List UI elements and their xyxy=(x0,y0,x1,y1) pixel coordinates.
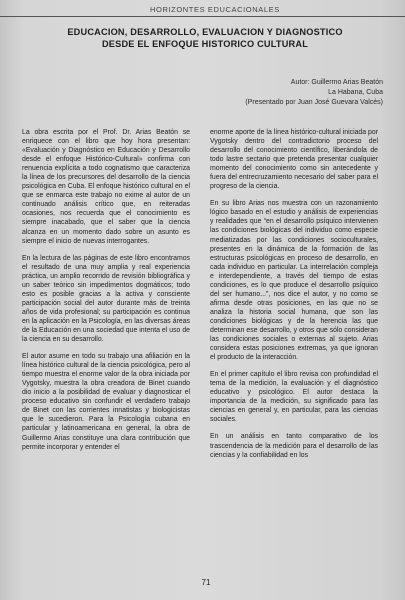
running-head: HORIZONTES EDUCACIONALES xyxy=(150,5,280,14)
author-name: Autor: Guillermo Arias Beatón xyxy=(290,79,383,86)
right-paragraph-2: En su libro Arias nos muestra con un razonamiento lógico basado en el estudio y análisis de experiencias y realidades que “en el desarrollo psíquico intervienen las condiciones biológicas del individuo como especie mediatizadas por las condiciones socioculturales, presentes en la dinámica de la formación de las estructuras psicológicas en proceso de desarrollo, en cada individuo en particular. La interrelación compleja e interdependiente, a través del tiempo de estas condiciones, es lo que produce el desarrollo psíquico del ser humano...”, nos dice el autor, y no como se afirma desde otras posiciones, en las que no se analiza la historia social humana, que son las condiciones biológicas y de la herencia las que determinan ese desarrollo, y otros que sólo consideran las condiciones sociales o externas al sujeto. Arias considera estas posiciones extremas, ya que ignoran el producto de la interacción. xyxy=(210,200,378,362)
right-paragraph-1: enorme aporte de la línea histórico-cultural iniciada por Vygotsky dentro del contradictorio proceso del desarrollo del conocimiento científico, liberándola de todo lastre sectario que pretenda presentar cualquier momento del conocimiento como sin antecedente y fuera del entrecruzamiento necesario del saber para el progreso de la ciencia. xyxy=(210,129,378,191)
author-block xyxy=(200,78,383,108)
author-place: La Habana, Cuba xyxy=(328,89,383,96)
article-title xyxy=(30,26,380,50)
right-paragraph-3: En el primer capítulo el libro revisa con profundidad el tema de la medición, la evaluación y el diagnóstico educativo y psicológico. El autor destaca la importancia de la medición, su significado para las ciencias en general y, en particular, para las ciencias sociales. xyxy=(210,371,378,424)
left-column xyxy=(22,128,190,452)
page-number: 71 xyxy=(201,578,211,587)
right-column xyxy=(210,128,378,460)
left-paragraph-1: La obra escrita por el Prof. Dr. Arias Beatón se enriquece con el libro que hoy hora presentan: «Evaluación y Diagnóstico en Educación y Desarrollo desde el enfoque Histórico-Cultural» confirma con renuencia explícita a todo cognatismo que caracteriza la línea de los precursores del desarrollo de la ciencia psicológica en Cuba. El enfoque histórico cultural en el que se enmarca este trabajo no exime al autor de un continuado análisis crítico que, en reiteradas ocasiones, nos recuerda que el conocimiento es siempre inacabado, que el saber que la ciencia alcanza en un momento dado sobre un asunto es siempre el inicio de nuevas interrogantes. xyxy=(22,129,190,245)
left-paragraph-2: En la lectura de las páginas de este libro encontramos el resultado de una muy amplia y real experiencia práctica, un amplio recorrido de revisión bibliográfica y un saber teórico sin impedimentos dogmáticos; todo esto es posible gracias a la activa y consciente participación social del autor durante más de treinta años de vida profesional; su participación es continua en la aplicación en la Psicología, en las diversas áreas de la Educación en una sociedad que intenta el uso de la ciencia en su desarrollo. xyxy=(22,254,190,344)
left-paragraph-3: El autor asume en todo su trabajo una afiliación en la línea histórico cultural de la ciencia psicológica, pero al tiempo muestra el enorme valor de la obra iniciada por Vygotsky, muestra la obra creadora de Binet cuando dio inicio a la posibilidad de evaluar y diagnosticar el proceso educativo sin confundir el verdadero trabajo de Binet con las corrientes innatistas y biologicistas que le sucedieron. Para la Psicología cubana en particular y latinoamericana en general, la obra de Guillermo Arias constituye una clara contribución que permite incorporar y entender el xyxy=(22,353,190,451)
title-line-2: DESDE EL ENFOQUE HISTORICO CULTURAL xyxy=(101,39,309,49)
right-paragraph-4: En un análisis en tanto comparativo de los trascendencia de la medición para el desarrollo de las ciencias y la confiabilidad en los xyxy=(210,433,378,459)
header-rule xyxy=(0,16,405,17)
author-presenter: (Presentado por Juan José Guevara Valcés) xyxy=(245,99,383,106)
title-line-1: EDUCACION, DESARROLLO, EVALUACION Y DIAGNOSTICO xyxy=(67,27,343,37)
